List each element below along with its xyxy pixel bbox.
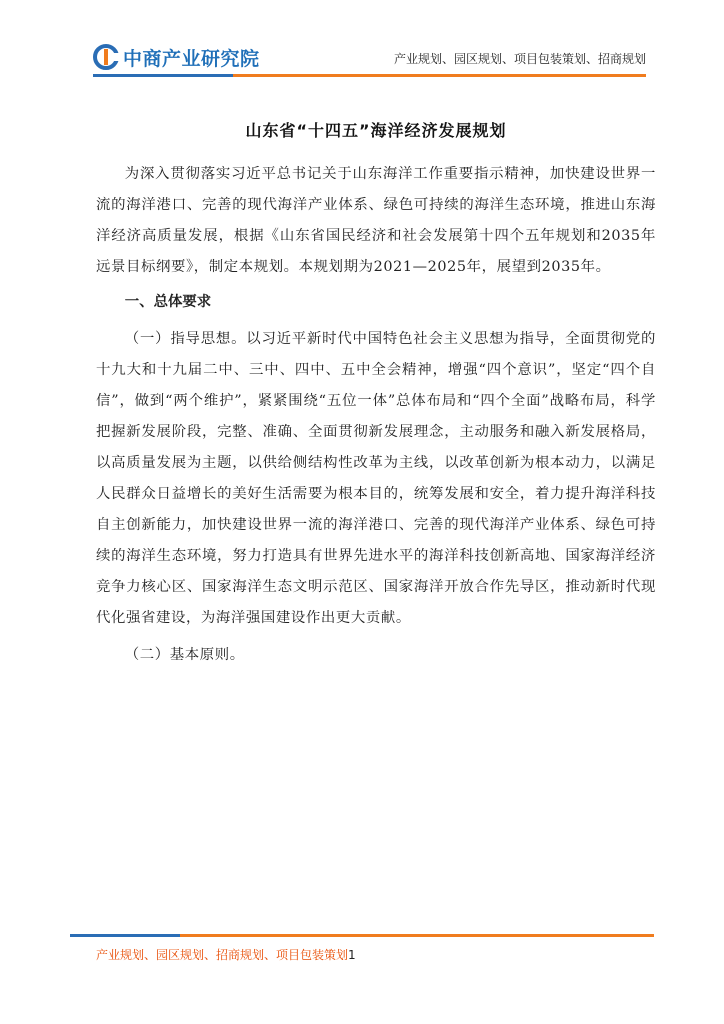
header-rule-orange xyxy=(233,74,646,77)
footer-label: 产业规划、园区规划、招商规划、项目包装策划 xyxy=(96,948,349,962)
page-footer xyxy=(0,928,724,968)
footer-rule-orange xyxy=(180,934,654,937)
intro-paragraph: 为深入贯彻落实习近平总书记关于山东海洋工作重要指示精神，加快建设世界一流的海洋港口、完善的现代海洋产业体系、绿色可持续的海洋生态环境，推进山东海洋经济高质量发展，根据《山东省国民经济和社会发展第十四个五年规划和2035年远景目标纲要》，制定本规划。本规划期为2021—2025年，展望到2035年。 xyxy=(96,166,656,275)
guiding-thought-paragraph: （一）指导思想。以习近平新时代中国特色社会主义思想为指导，全面贯彻党的十九大和十九届二中、三中、四中、五中全会精神，增强“四个意识”，坚定“四个自信”，做到“两个维护”，紧紧围绕“五位一体”总体布局和“四个全面”战略布局，科学把握新发展阶段，完整、准确、全面贯彻新发展理念，主动服务和融入新发展格局，以高质量发展为主题，以供给侧结构性改革为主线，以改革创新为根本动力，以满足人民群众日益增长的美好生活需要为根本目的，统筹发展和安全，着力提升海洋科技自主创新能力，加快建设世界一流的海洋港口、完善的现代海洋产业体系、绿色可持续的海洋生态环境，努力打造具有世界先进水平的海洋科技创新高地、国家海洋经济竞争力核心区、国家海洋生态文明示范区、国家海洋开放合作先导区，推动新时代现代化强省建设，为海洋强国建设作出更大贡献。 xyxy=(96,331,656,626)
section-heading: 一、总体要求 xyxy=(124,294,212,310)
basic-principles-paragraph: （二）基本原则。 xyxy=(124,647,245,663)
header-rule-blue xyxy=(93,74,233,77)
header-tagline: 产业规划、园区规划、项目包装策划、招商规划 xyxy=(393,52,646,66)
footer-rule-blue xyxy=(70,934,180,937)
logo xyxy=(93,42,260,72)
document-title: 山东省“十四五”海洋经济发展规划 xyxy=(245,121,507,140)
logo-mark-icon xyxy=(93,44,119,70)
document-body xyxy=(96,118,656,671)
footer-text xyxy=(96,946,356,963)
logo-text: 中商产业研究院 xyxy=(123,47,260,70)
page-header xyxy=(0,0,724,90)
page-number: 1 xyxy=(348,948,356,962)
